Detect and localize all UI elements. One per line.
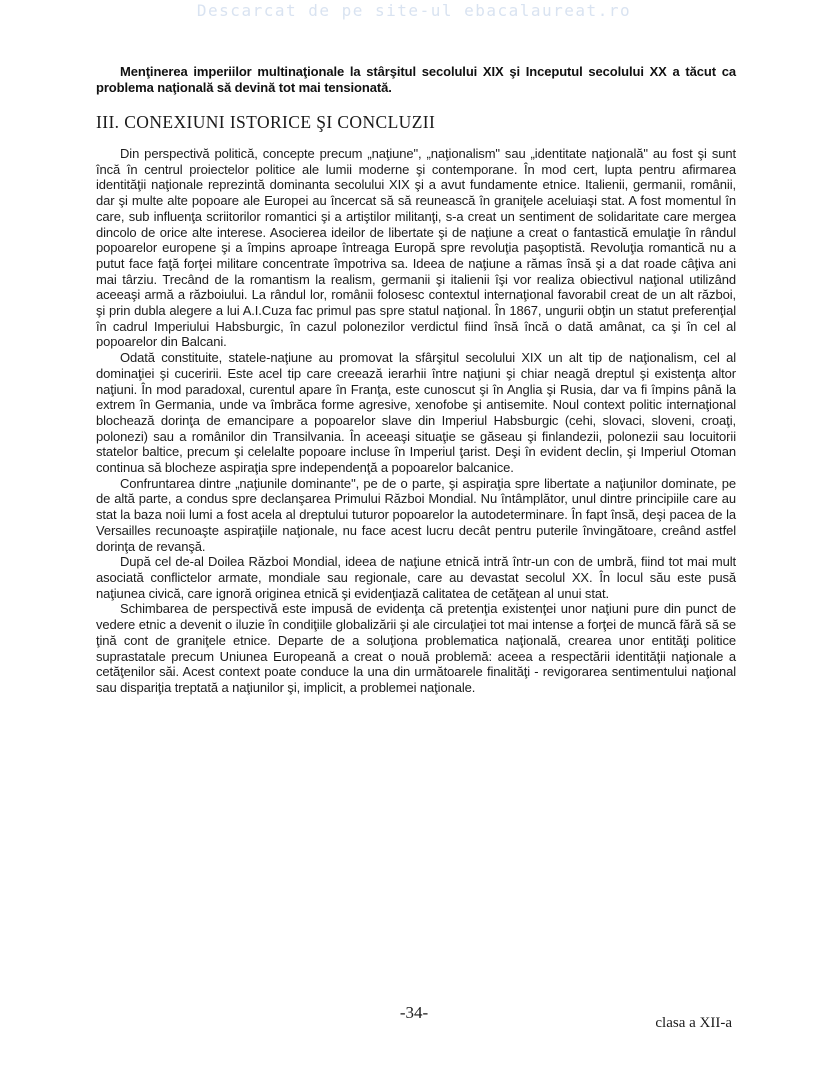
- intro-bold-paragraph: Menţinerea imperiilor multinaţionale la stârşitul secolului XIX şi Inceputul secolului XX a tăcut ca problema naţională să devină tot mai tensionată.: [96, 64, 736, 95]
- page-number: -34-: [399, 1003, 429, 1022]
- class-label: clasa a XII-a: [655, 1015, 732, 1031]
- body-paragraph-5: Schimbarea de perspectivă este impusă de evidenţa că pretenţia existenţei unor naţiuni pure din punct de vedere etnic a devenit o iluzie în condiţiile globalizării şi ale circulaţiei tot mai intense a forţei de muncă fără să se ţină cont de graniţele etnice. Departe de a soluţiona problematica naţională, crearea unor entităţi politice suprastatale precum Uniunea Europeană a creat o nouă problemă: aceea a respectării identităţii naţionale a cetăţenilor săi. Acest context poate conduce la una din următoarele finalităţi - revigorarea sentimentului naţional sau dispariţia treptată a naţiunilor şi, implicit, a problemei naţionale.: [96, 601, 736, 695]
- body-paragraph-4: După cel de-al Doilea Război Mondial, ideea de naţiune etnică intră într-un con de umbră, fiind tot mai mult asociată conflictelor armate, mondiale sau regionale, care au devastat secolul XX. În locul său este pusă naţiunea civică, care ignoră originea etnică şi evidenţiază calitatea de cetăţean al unui stat.: [96, 554, 736, 601]
- site-watermark: Descarcat de pe site-ul ebacalaureat.ro: [196, 1, 632, 20]
- body-text: [96, 146, 736, 696]
- section-heading: III. CONEXIUNI ISTORICE ŞI CONCLUZII: [96, 112, 436, 132]
- body-paragraph-3: Confruntarea dintre „naţiunile dominante", pe de o parte, şi aspiraţia spre libertate a naţiunilor dominate, pe de altă parte, a condus spre declanşarea Primului Război Mondial. Nu întâmplător, unul dintre principiile care au stat la baza noii lumi a fost acela al dreptului tuturor popoarelor la autodeterminare. În fapt însă, deşi pacea de la Versailles recunoaşte aspiraţiile naţionale, nu face acest lucru decât pentru puterile învingătoare, creând astfel dorinţa de revanşă.: [96, 475, 736, 554]
- body-paragraph-2: Odată constituite, statele-naţiune au promovat la sfârşitul secolului XIX un alt tip de naţionalism, cel al dominaţiei şi cuceririi. Este acel tip care creează ierarhii între naţiuni şi chiar neagă dreptul şi existenţa altor naţiuni. În mod paradoxal, curentul apare în Franţa, este cunoscut şi în Anglia şi Rusia, dar va fi împins până la extrem în Germania, unde va îmbrăca forme agresive, xenofobe şi antisemite. Noul context politic internaţional blochează dorinţa de emancipare a popoarelor slave din Imperiul Habsburgic (cehi, slovaci, sloveni, croaţi, polonezi) sau a românilor din Transilvania. În aceeaşi situaţie se găseau şi finlandezii, polonezii sau locuitorii statelor baltice, precum şi celelalte popoare incluse în Imperiul ţarist. Deşi în evident declin, şi Imperiul Otoman continua să blocheze aspiraţia spre independenţă a popoarelor balcanice.: [96, 350, 736, 476]
- body-paragraph-1: Din perspectivă politică, concepte precum „naţiune", „naţionalism" sau „identitate naţională" au fost şi sunt încă în centrul proiectelor politice ale lumii moderne şi contemporane. În mod cert, lupta pentru afirmarea identităţii naţionale reprezintă dominanta secolului XIX şi a avut fundamente etnice. Italienii, germanii, românii, dar şi multe alte popoare ale Europei au încercat să să reunească în graniţele aceluiaşi stat. A fost momentul în care, sub influenţa scriitorilor romantici şi a artiştilor militanţi, s-a creat un sentiment de solidaritate care mergea dincolo de orice alte interese. Asocierea ideilor de libertate şi de naţiune a creat o fantastică emulaţie în rândul popoarelor europene şi a împins aproape întreaga Europă spre revoluţia paşoptistă. Revoluţia romantică nu a putut face faţă forţei militare concentrate împotriva sa. Ideea de naţiune a rămas însă şi a dat roade câţiva ani mai târziu. Trecând de la romantism la realism, germanii şi italienii îşi vor realiza obiectivul naţional utilizând aceeaşi armă a războiului. La rândul lor, românii folosesc contextul internaţional favorabil creat de un alt război, şi prin dubla alegere a lui A.I.Cuza fac primul pas spre statul naţional. În 1867, ungurii obţin un statut preferenţial în cadrul Imperiului Habsburgic, în cazul polonezilor verdictul fiind însă încă o dată amânat, ca şi în cel al popoarelor din Balcani.: [96, 146, 736, 350]
